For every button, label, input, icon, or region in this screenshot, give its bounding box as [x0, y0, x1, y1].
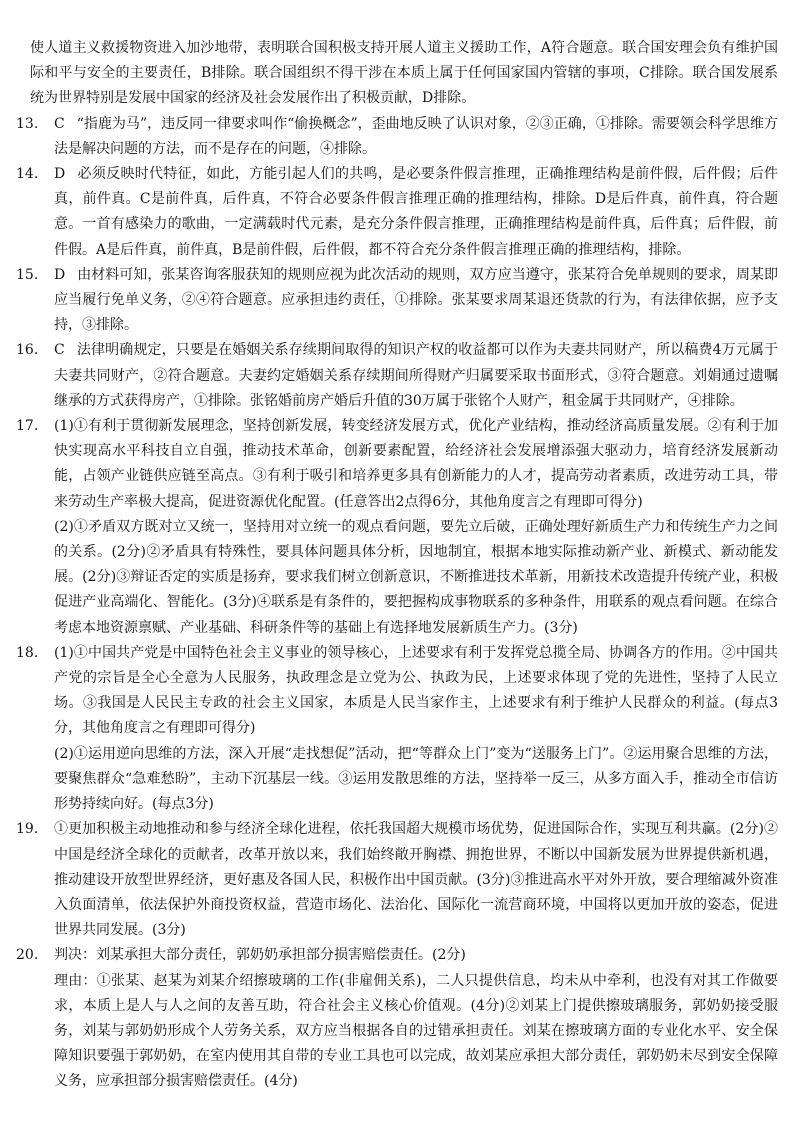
explanation: “指鹿为马”，违反同一律要求叫作“偷换概念”，歪曲地反映了认识对象，②③正确，①排除。需要领会科学思维方法是解决问题的方法，而不是存在的问题，④排除。 — [54, 115, 778, 157]
paragraph: 使人道主义救援物资进入加沙地带，表明联合国积极支持开展人道主义援助工作，A符合题意。联合国安理会负有维护国际和平与安全的主要责任，B排除。联合国组织不得干涉在本质上属于任何国家国内管辖的事项，C排除。联合国发展系统为世界特别是发展中国家的经济及社会发展作出了积极贡献，D排除。 — [30, 40, 778, 107]
answer-letter: D — [54, 266, 66, 283]
question-number: 13. — [16, 115, 39, 132]
q12-continuation — [16, 36, 778, 112]
question-number: 19. — [16, 821, 39, 838]
answer-19 — [16, 817, 778, 943]
answer-18 — [16, 641, 778, 817]
answer-16 — [16, 338, 778, 414]
answer-15 — [16, 263, 778, 339]
answer-letter: D — [54, 166, 66, 183]
explanation: ①更加积极主动地推动和参与经济全球化进程，依托我国超大规模市场优势，促进国际合作，实现互利共赢。(2分)②中国是经济全球化的贡献者，改革开放以来，我们始终敞开胸襟、拥抱世界，不断以中国新发展为世界提供新机遇，推动建设开放型世界经济，更好惠及各国人民，积极作出中国贡献。(3分)③推进高水平对外开放，要合理缩减外资准入负面清单，依法保护外商投资权益，营造市场化、法治化、国际化一流营商环境，中国将以更加开放的姿态，促进世界共同发展。(3分) — [54, 821, 778, 939]
part-2: (2)①运用逆向思维的方法，深入开展“走找想促”活动，把“等群众上门”变为“送服务上门”。②运用聚合思维的方法，要聚焦群众“急难愁盼”，主动下沉基层一线。③运用发散思维的方法，坚持举一反三，从多方面入手，推动全市信访形势持续向好。(每点3分) — [54, 745, 778, 813]
question-number: 14. — [16, 166, 39, 183]
explanation: 由材料可知，张某咨询客服获知的规则应视为此次活动的规则，双方应当遵守，张某符合免单规则的要求，周某即应当履行免单义务，②④符合题意。应承担违约责任，①排除。张某要求周某退还货款的行为，有法律依据，应予支持，③排除。 — [54, 266, 778, 334]
answer-17 — [16, 414, 778, 641]
question-number: 16. — [16, 342, 39, 359]
question-number: 17. — [16, 418, 39, 435]
explanation: 法律明确规定，只要是在婚姻关系存续期间取得的知识产权的收益都可以作为夫妻共同财产，所以稿费4万元属于夫妻共同财产，②符合题意。夫妻约定婚姻关系存续期间所得财产归属要采取书面形式，③符合题意。刘娟通过遗嘱继承的方式获得房产，①排除。张铭婚前房产婚后升值的30万属于张铭个人财产，租金属于共同财产，④排除。 — [54, 342, 778, 409]
answer-letter: C — [54, 342, 65, 359]
question-number: 18. — [16, 644, 39, 661]
question-number: 20. — [16, 947, 39, 964]
explanation: 必须反映时代特征，如此，方能引起人们的共鸣，是必要条件假言推理，正确推理结构是前件假，后件假；后件真，前件真。C是前件真，后件真，不符合必要条件假言推理正确的推理结构，排除。D是后件真，前件真，符合题意。一首有感染力的歌曲，一定满载时代元素，是充分条件假言推理，正确推理结构是前件真，后件真；后件假，前件假。A是后件真，前件真，B是前件假，后件假，都不符合充分条件假言推理正确的推理结构，排除。 — [54, 166, 778, 258]
part-1: (1)①中国共产党是中国特色社会主义事业的领导核心，上述要求有利于发挥党总揽全局、协调各方的作用。②中国共产党的宗旨是全心全意为人民服务，执政理念是立党为公、执政为民，上述要求体现了党的先进性，坚持了人民立场。③我国是人民民主专政的社会主义国家，本质是人民当家作主，上述要求有利于维护人民群众的利益。(每点3分，其他角度言之有理即可得分) — [54, 644, 778, 737]
answer-14 — [16, 162, 778, 263]
reasoning: 理由：①张某、赵某为刘某介绍擦玻璃的工作(非雇佣关系)，二人只提供信息，均未从中牵利，也没有对其工作做要求，本质上是人与人之间的友善互助，符合社会主义核心价值观。(4分)②刘某上门提供擦玻璃服务，郭奶奶接受服务，刘某与郭奶奶形成个人劳务关系，双方应当根据各自的过错承担责任。刘某在擦玻璃方面的专业化水平、安全保障知识要强于郭奶奶，在室内使用其自带的专业工具也可以完成，故刘某应承担大部分责任，郭奶奶未尽到安全保障义务，应承担部分损害赔偿责任。(4分) — [54, 972, 778, 1090]
judgment: 判决：刘某承担大部分责任，郭奶奶承担部分损害赔偿责任。(2分) — [54, 947, 466, 964]
answer-letter: C — [54, 115, 65, 132]
part-1: (1)①有利于贯彻新发展理念，坚持创新发展，转变经济发展方式，优化产业结构，推动经济高质量发展。②有利于加快实现高水平科技自立自强，推动技术革命，创新要素配置，给经济社会发展增添强大驱动力，培育经济发展新动能，占领产业链供应链至高点。③有利于吸引和培养更多具有创新能力的人才，提高劳动者素质，改进劳动工具，带来劳动生产率极大提高，促进资源优化配置。(任意答出2点得6分，其他角度言之有理即可得分) — [54, 418, 778, 510]
answer-13 — [16, 112, 778, 162]
question-number: 15. — [16, 266, 39, 283]
part-2: (2)①矛盾双方既对立又统一，坚持用对立统一的观点看问题，要先立后破，正确处理好新质生产力和传统生产力之间的关系。(2分)②矛盾具有特殊性，要具体问题具体分析，因地制宜，根据本地实际推动新产业、新模式、新动能发展。(2分)③辩证否定的实质是扬弃，要求我们树立创新意识，不断推进技术革新，用新技术改造提升传统产业，积极促进产业高端化、智能化。(3分)④联系是有条件的，要把握构成事物联系的多种条件，用联系的观点看问题。在综合考虑本地资源禀赋、产业基础、科研条件等的基础上有选择地发展新质生产力。(3分) — [54, 518, 778, 636]
answer-20 — [16, 943, 778, 1094]
